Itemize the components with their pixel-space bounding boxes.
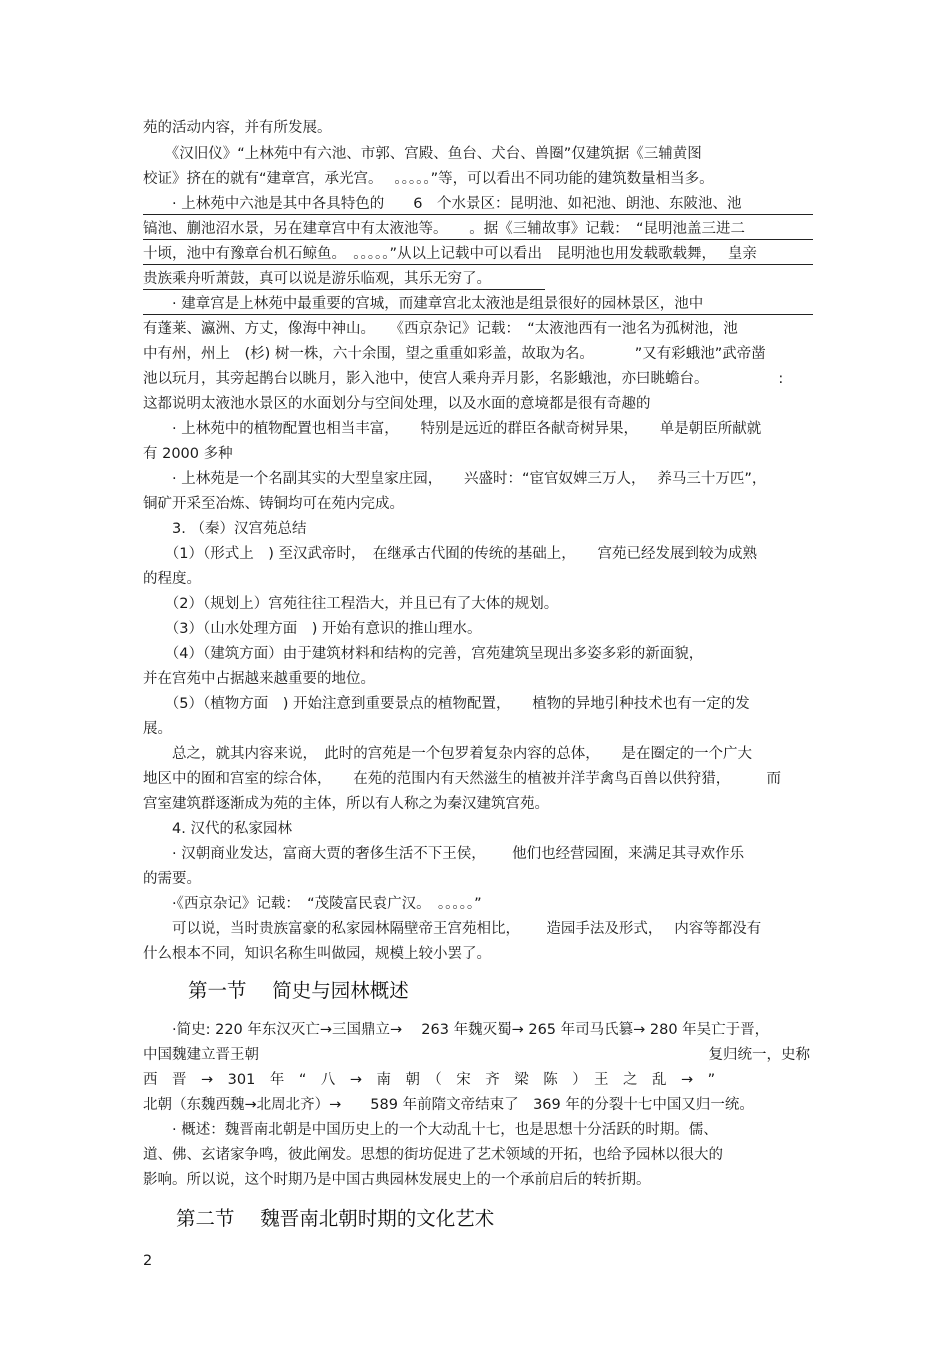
text-line: 3. （秦）汉宫苑总结	[143, 521, 307, 537]
text-line: 中国魏建立晋王朝 复归统一，史称	[143, 1047, 810, 1063]
text-line: （4）（建筑方面）由于建筑材料和结构的完善，宫苑建筑呈现出多姿多彩的新面貌，	[143, 646, 704, 662]
text-line: ·简史: 220 年东汉灭亡→三国鼎立→ 263 年魏灭蜀→ 265 年司马氏篡→ 280 年吴亡于晋，	[143, 1022, 770, 1038]
text-line: · 建章宫是上林苑中最重要的宫城，而建章宫北太液池是组景很好的园林景区，池中	[143, 294, 813, 315]
section-heading: 第二节 魏晋南北朝时期的文化艺术	[176, 1207, 495, 1230]
text-line: 镐池、蒯池沼水景，另在建章宫中有太液池等。 。据《三辅故事》记载： “昆明池盖三进二	[143, 219, 813, 240]
text-line: 这都说明太液池水景区的水面划分与空间处理，以及水面的意境都是很有奇趣的	[143, 396, 651, 412]
text-line: 校证》挤在的就有“建章宫，承光宫。 。。。。。”等，可以看出不同功能的建筑数量相当多。	[143, 171, 714, 187]
text-line: · 汉朝商业发达，富商大贾的奢侈生活不下王侯， 他们也经营园囿，来满足其寻欢作乐	[143, 846, 745, 862]
text-line: （2）（规划上）宫苑往往工程浩大，并且已有了大体的规划。	[143, 596, 559, 612]
text-line: 中有州，州上 (杉) 树一株，六十余围，望之重重如彩盖，故取为名。 ”又有彩蛾池”武帝凿	[143, 346, 766, 362]
text-line: 有蓬莱、瀛洲、方丈，像海中神山。 《西京杂记》记载： “太液池西有一池名为孤树池，池	[143, 321, 738, 337]
text-line: （5）（植物方面 ) 开始注意到重要景点的植物配置， 植物的异地引种技术也有一定的发	[143, 696, 750, 712]
text-line: 池以玩月，其旁起鹊台以眺月，影入池中，使宫人乘舟弄月影，名影蛾池，亦曰眺蟾台。 :	[143, 371, 784, 387]
text-line: 总之，就其内容来说， 此时的宫苑是一个包罗着复杂内容的总体， 是在圈定的一个广大	[143, 746, 752, 762]
text-line: 4. 汉代的私家园林	[143, 821, 292, 837]
section-heading: 第一节 简史与园林概述	[188, 979, 409, 1002]
text-line: ·《西京杂记》记载： “茂陵富民袁广汉。 。。。。。”	[143, 896, 482, 912]
text-line: 宫室建筑群逐渐成为苑的主体，所以有人称之为秦汉建筑宫苑。	[143, 796, 549, 812]
text-line: 的程度。	[143, 571, 201, 587]
page-number: 2	[143, 1253, 153, 1269]
text-line: 铜矿开采至冶炼、铸铜均可在苑内完成。	[143, 496, 404, 512]
text-line: · 上林苑中六池是其中各具特色的 6 个水景区：昆明池、如祀池、朗池、东陂池、池	[143, 194, 813, 215]
text-line: 有 2000 多种	[143, 446, 233, 462]
text-line: 十顷，池中有豫章台机石鲸鱼。 。。。。。”从以上记载中可以看出 昆明池也用发载歌载舞， 皇亲	[143, 244, 813, 265]
text-line: · 概述：魏晋南北朝是中国历史上的一个大动乱十七，也是思想十分活跃的时期。儒、	[143, 1122, 718, 1138]
text-line: 《汉旧仪》“上林苑中有六池、市郭、宫殿、鱼台、犬台、兽圈”仅建筑据《三辅黄图	[143, 146, 702, 162]
text-line: 贵族乘舟听萧鼓，真可以说是游乐临观，其乐无穷了。	[143, 269, 545, 290]
text-line: 展。	[143, 721, 172, 737]
text-line: 并在宫苑中占据越来越重要的地位。	[143, 671, 375, 687]
text-line: 可以说，当时贵族富豪的私家园林隔壁帝王宫苑相比， 造园手法及形式， 内容等都没有	[143, 921, 762, 937]
text-line: 地区中的囿和宫室的综合体， 在苑的范围内有天然滋生的植被并洋芋禽鸟百兽以供狩猎， 而	[143, 771, 781, 787]
text-line: （3）（山水处理方面 ) 开始有意识的推山理水。	[143, 621, 482, 637]
text-line: · 上林苑中的植物配置也相当丰富， 特别是远近的群臣各献奇树异果， 单是朝臣所献就	[143, 421, 762, 437]
text-line: 北朝（东魏西魏→北周北齐）→ 589 年前隋文帝结束了 369 年的分裂十七中国又归一统。	[143, 1097, 754, 1113]
text-line: 道、佛、玄诸家争鸣，彼此阐发。思想的街坊促进了艺术领域的开拓，也给予园林以很大的	[143, 1147, 723, 1163]
text-line: （1）（形式上 ) 至汉武帝时， 在继承古代囿的传统的基础上， 宫苑已经发展到较为成熟	[143, 546, 757, 562]
text-line: 影响。所以说，这个时期乃是中国古典园林发展史上的一个承前启后的转折期。	[143, 1172, 651, 1188]
text-line: · 上林苑是一个名副其实的大型皇家庄园， 兴盛时：“宦官奴婢三万人， 养马三十万匹”，	[143, 471, 767, 487]
text-line: 苑的活动内容，并有所发展。	[143, 120, 332, 136]
text-line: 什么根本不同，知识名称生叫做园，规模上较小罢了。	[143, 946, 491, 962]
text-line: 西 晋 → 301 年 “ 八 → 南 朝 （ 宋 齐 梁 陈 ） 王 之 乱 → ”	[143, 1072, 716, 1088]
text-line: 的需要。	[143, 871, 201, 887]
